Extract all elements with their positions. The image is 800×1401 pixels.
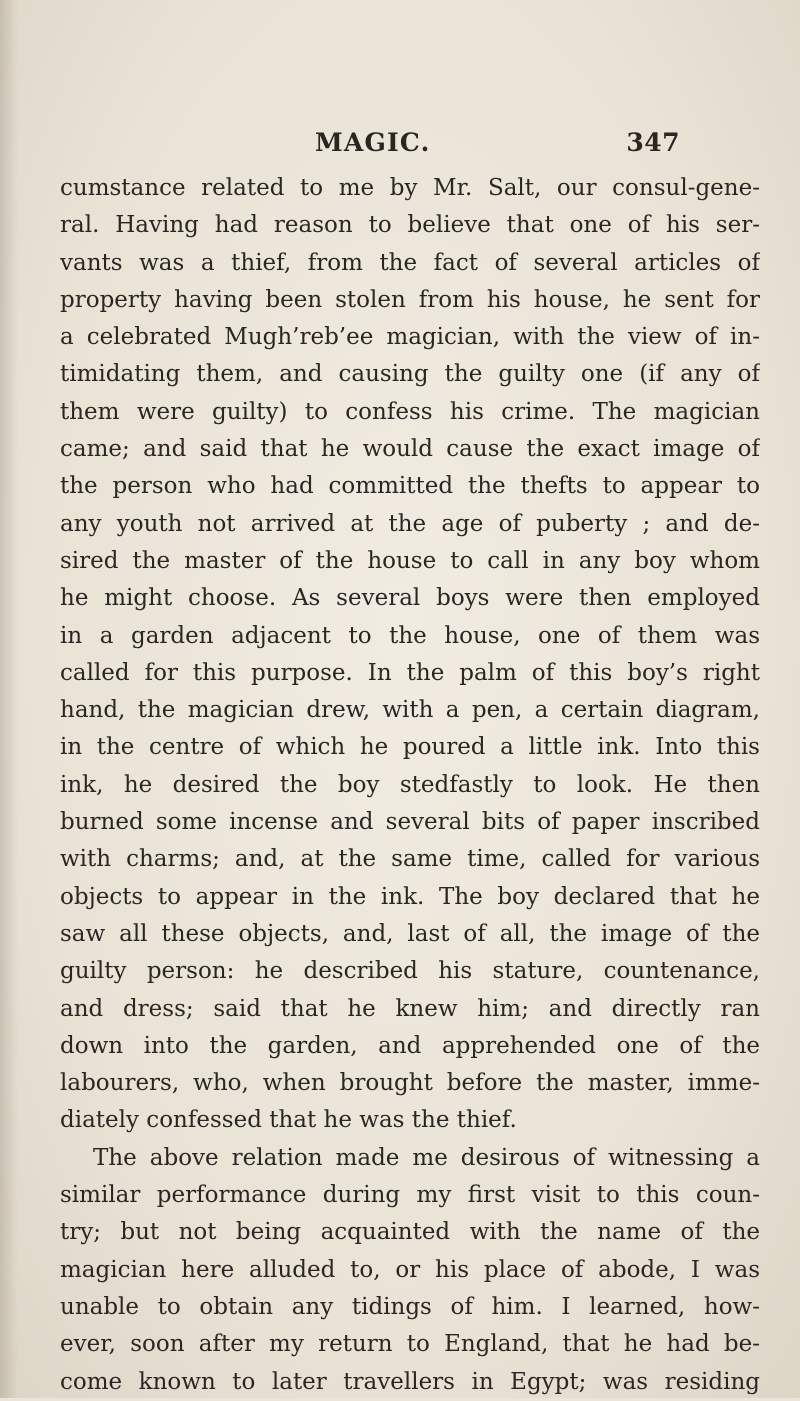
text-line: came; and said that he would cause the exact image of <box>60 436 760 463</box>
text-line: magician here alluded to, or his place of abode, I was <box>60 1256 760 1283</box>
text-line: with charms; and, at the same time, called for various <box>60 846 760 873</box>
text-line: objects to appear in the ink. The boy declared that he <box>60 883 760 910</box>
page-number: 347 <box>626 128 680 157</box>
text-line: unable to obtain any tidings of him. I learned, how- <box>60 1293 760 1320</box>
text-line: in the centre of which he poured a little ink. Into this <box>60 734 760 761</box>
text-line: called for this purpose. In the palm of this boy’s right <box>60 659 760 686</box>
text-line: try; but not being acquainted with the name of the <box>60 1219 760 1246</box>
text-line: burned some incense and several bits of paper inscribed <box>60 809 760 836</box>
page-edge-shadow <box>0 0 18 1398</box>
body-text <box>60 170 760 1401</box>
text-line: similar performance during my first visit to this coun- <box>60 1182 760 1209</box>
text-line: ever, soon after my return to England, that he had be- <box>60 1331 760 1358</box>
text-line: guilty person: he described his stature, countenance, <box>60 958 760 985</box>
text-line: in a garden adjacent to the house, one of them was <box>60 622 760 649</box>
text-line: property having been stolen from his house, he sent for <box>60 286 760 313</box>
text-line: the person who had committed the thefts to appear to <box>60 473 760 500</box>
page-header <box>180 128 680 168</box>
text-line: down into the garden, and apprehended one of the <box>60 1032 760 1059</box>
text-line: come known to later travellers in Egypt; was residing <box>60 1368 760 1395</box>
text-line: saw all these objects, and, last of all, the image of the <box>60 920 760 947</box>
text-line: timidating them, and causing the guilty one (if any of <box>60 361 760 388</box>
text-line: and dress; said that he knew him; and directly ran <box>60 995 760 1022</box>
text-line: hand, the magician drew, with a pen, a certain diagram, <box>60 697 760 724</box>
text-line: he might choose. As several boys were then employed <box>60 585 760 612</box>
text-line: vants was a thief, from the fact of several articles of <box>60 249 760 276</box>
paragraph-last-line: diately confessed that he was the thief. <box>60 1107 517 1134</box>
text-line: ral. Having had reason to believe that one of his ser- <box>60 212 760 239</box>
text-line: any youth not arrived at the age of puberty ; and de- <box>60 510 760 537</box>
running-head: MAGIC. <box>315 128 431 157</box>
text-line: sired the master of the house to call in any boy whom <box>60 547 760 574</box>
text-line: them were guilty) to confess his crime. The magician <box>60 398 760 425</box>
text-line: ink, he desired the boy stedfastly to look. He then <box>60 771 760 798</box>
text-line: cumstance related to me by Mr. Salt, our consul-gene- <box>60 175 760 201</box>
text-line: labourers, who, when brought before the master, imme- <box>60 1070 760 1097</box>
paragraph-first-line: The above relation made me desirous of witnessing a <box>93 1144 760 1171</box>
text-line: a celebrated Mugh’reb’ee magician, with the view of in- <box>60 324 760 351</box>
